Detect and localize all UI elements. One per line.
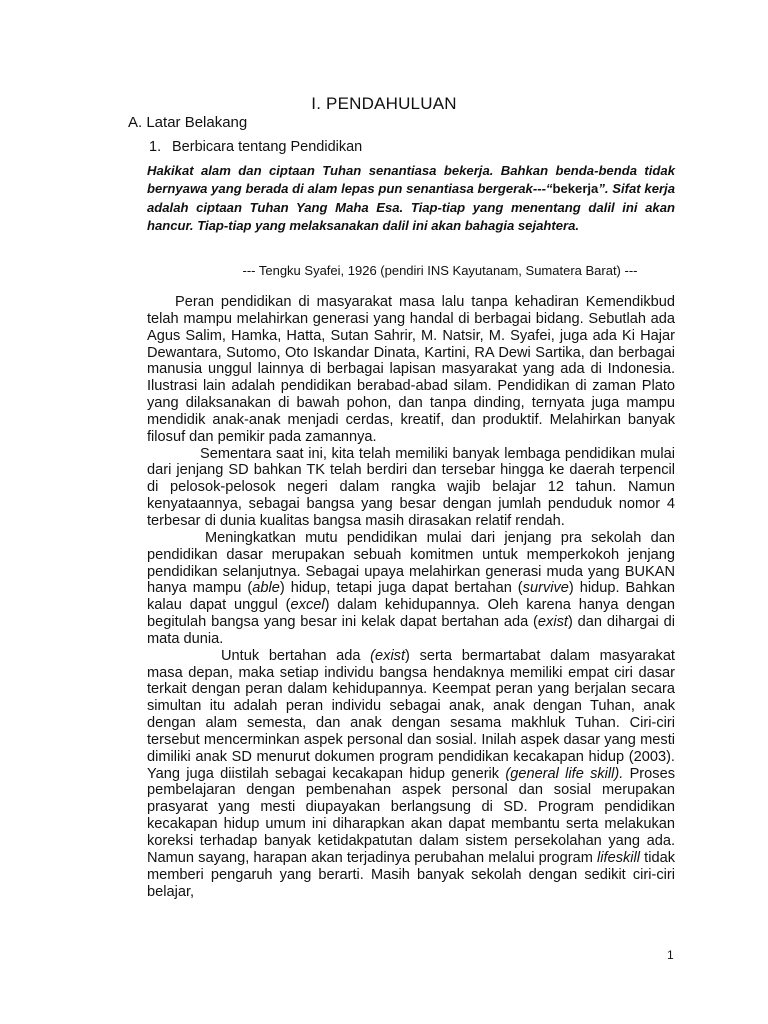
paragraph-2 — [147, 446, 675, 530]
paragraph-4-text: Untuk bertahan ada — [221, 647, 371, 664]
quote-emphasis: bekerja — [552, 181, 599, 197]
term-survive: survive — [522, 580, 569, 597]
term-general-life-skill: (general life skill). — [505, 765, 624, 782]
subsection-number: 1. — [149, 139, 162, 155]
paragraph-3-text: ) dan dihargai di mata dunia. — [147, 614, 675, 647]
term-exist: (exist — [370, 647, 406, 664]
paragraph-4 — [147, 648, 675, 901]
chapter-title: I. PENDAHULUAN — [311, 94, 457, 113]
epigraph-quote — [147, 162, 675, 235]
term-excel: excel — [290, 597, 325, 614]
paragraph-3-text: ) hidup. Bahkan kalau dapat unggul ( — [147, 580, 675, 614]
paragraph-1-text: Peran pendidikan di masyarakat masa lalu tanpa kehadiran Kemendikbud telah mampu melahirkan generasi yang handal di berbagai bidang. Sebutlah ada Agus Salim, Hamka, Hatta, Sutan Sahrir, M. Natsir, M. Syafei, juga ada Ki Hajar Dewantara, Sutomo, Oto Iskandar Dinata, Kartini, RA Dewi Sartika, dan berbagai manusia unggul lainnya di berbagai lapisan masyarakat yang ada di Indonesia. Ilustrasi lain adalah pendidikan berabad-abad silam. Pendidikan di zaman Plato yang dilaksanakan di bawah pohon, dan tanpa dinding, ternyata juga mampu mendidik anak-anak menjadi cerdas, kreatif, dan produktif. Melahirkan banyak filosuf dan pemikir pada zamannya. — [147, 294, 675, 445]
term-able: able — [252, 580, 280, 597]
paragraph-4-text: Proses pembelajaran dengan pembenahan aspek personal dan sosial merupakan prasyarat yang mesti diupayakan berlangsung di SD. Program pendidikan kecakapan hidup umum ini diharapkan akan dapat membantu serta melakukan koreksi terhadap banyak ketidakpatutan dalam sistem persekolahan yang ada. Namun sayang, harapan akan terjadinya perubahan melalui program — [147, 765, 675, 866]
subsection-label: Berbicara tentang Pendidikan — [172, 139, 363, 155]
quote-text-2: ”. Sifat kerja adalah ciptaan Tuhan Yang Maha Esa. Tiap-tiap yang menentang dalil ini akan hancur. Tiap-tiap yang melaksanakan dalil ini akan bahagia sejahtera. — [147, 181, 675, 233]
quote-text-1: Hakikat alam dan ciptaan Tuhan senantiasa bekerja. Bahkan benda-benda tidak bernyawa yang berada di alam lepas pun senantiasa bergerak---“ — [147, 163, 675, 197]
paragraph-4-text: ) serta bermartabat dalam masyarakat masa depan, maka setiap individu bangsa hendaknya memiliki empat ciri dasar terkait dengan peran dalam kehidupannya. Keempat peran yang berjalan secara simultan itu adalah peran individu sebagai anak, anak dengan Tuhan, anak dengan alam semesta, dan anak dengan sesama makhluk Tuhan. Ciri-ciri tersebut mencerminkan aspek personal dan sosial. Inilah aspek dasar yang mesti dimiliki anak SD menurut dokumen program pendidikan kecakapan hidup (2003). Yang juga diistilah sebagai kecakapan hidup generik — [147, 647, 675, 782]
term-lifeskill: lifeskill — [597, 849, 641, 866]
paragraph-3-text: ) dalam kehidupannya. Oleh karena hanya dengan begitulah bangsa yang besar ini kelak dapat bertahan ada ( — [147, 597, 675, 631]
page-number: 1 — [667, 948, 674, 962]
paragraph-3 — [147, 530, 675, 648]
term-exist: exist — [537, 614, 568, 631]
paragraph-3-text: ) hidup, tetapi juga dapat bertahan ( — [279, 580, 523, 597]
section-heading: A. Latar Belakang — [128, 114, 248, 131]
paragraph-4-text: tidak memberi pengaruh yang berarti. Masih banyak sekolah dengan sedikit ciri-ciri belajar, — [147, 849, 675, 900]
paragraph-1 — [147, 294, 675, 446]
paragraph-3-text: Meningkatkan mutu pendidikan mulai dari jenjang pra sekolah dan pendidikan dasar merupakan sebuah komitmen untuk memperkokoh jenjang pendidikan selanjutnya. Sebagai upaya melahirkan generasi muda yang BUKAN hanya mampu ( — [147, 529, 675, 597]
quote-attribution: --- Tengku Syafei, 1926 (pendiri INS Kayutanam, Sumatera Barat) --- — [242, 263, 638, 278]
body-text — [147, 294, 675, 900]
subsection-heading — [149, 139, 362, 155]
paragraph-2-text: Sementara saat ini, kita telah memiliki banyak lembaga pendidikan mulai dari jenjang SD bahkan TK telah berdiri dan tersebar hingga ke daerah terpencil di pelosok-pelosok negeri dalam rangka wajib belajar 12 tahun. Namun kenyataannya, sebagai bangsa yang besar dengan jumlah penduduk nomor 4 terbesar di dunia kualitas bangsa masih dirasakan relatif rendah. — [147, 445, 675, 529]
